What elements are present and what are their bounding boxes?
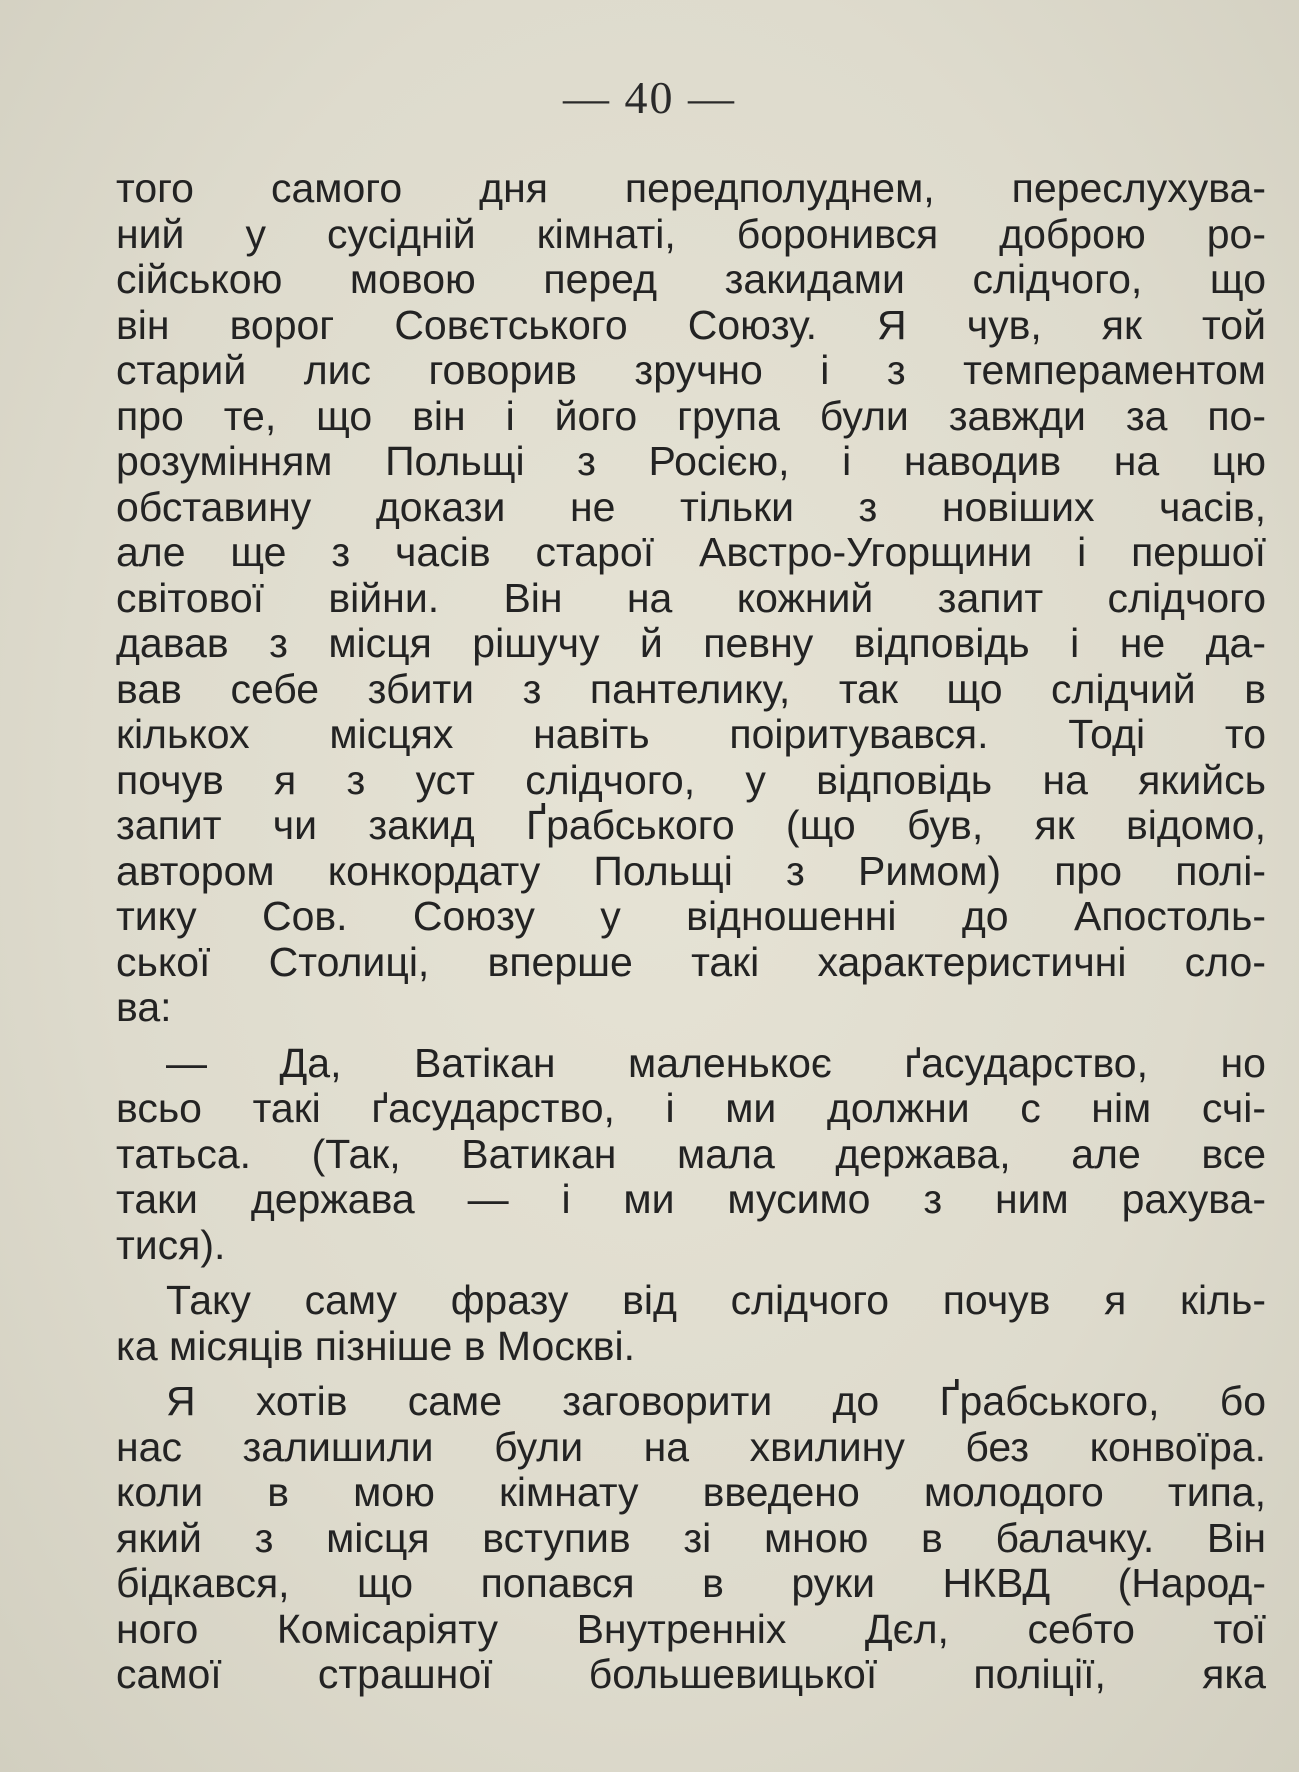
text-line: того самого дня передполуднем, переслухува-	[116, 166, 1266, 211]
paragraph-gap	[116, 1031, 1266, 1041]
text-line: ської Столиці, вперше такі характеристичні сло-	[116, 939, 1266, 985]
text-line: коли в мою кімнату введено молодого типа,	[116, 1470, 1266, 1515]
text-line: про те, що він і його група були завжди за по-	[116, 393, 1266, 439]
text-line: запит чи закид Ґрабського (що був, як відомо,	[116, 803, 1266, 848]
text-line: нас залишили були на хвилину без конвоїра.	[116, 1424, 1266, 1470]
text-line: — Да, Ватікан маленькоє ґасударство, но	[166, 1040, 1266, 1086]
text-line: таки держава — і ми мусимо з ним рахува-	[116, 1177, 1266, 1222]
text-line: почув я з уст слідчого, у відповідь на якийсь	[116, 757, 1266, 803]
text-line: бідкався, що попався в руки НКВД (Народ-	[116, 1561, 1266, 1606]
text-line: вав себе збити з пантелику, так що слідчий в	[116, 666, 1266, 712]
text-line: старий лис говорив зручно і з темпераментом	[116, 348, 1266, 393]
paragraph-gap	[116, 1369, 1266, 1379]
body-text	[116, 166, 1266, 1698]
text-line: кількох місцях навіть поіритувався. Тоді то	[116, 712, 1266, 757]
text-line: Я хотів саме заговорити до Ґрабського, бо	[166, 1379, 1266, 1424]
text-line: сійською мовою перед закидами слідчого, що	[116, 257, 1266, 302]
text-line: давав з місця рішучу й певну відповідь і не да-	[116, 621, 1266, 666]
text-line: він ворог Совєтського Союзу. Я чув, як той	[116, 302, 1266, 348]
text-line: автором конкордату Польщі з Римом) про полі-	[116, 848, 1266, 894]
text-line: обставину докази не тільки з новіших часів,	[116, 484, 1266, 530]
text-line: ва:	[116, 985, 172, 1030]
text-line: Таку саму фразу від слідчого почув я кіль-	[166, 1278, 1266, 1323]
text-line: ного Комісаріяту Внутренніх Дєл, себто тої	[116, 1606, 1266, 1652]
page-number: — 40 —	[563, 72, 736, 123]
paragraph-gap	[116, 1268, 1266, 1278]
text-line: ка місяців пізніше в Москві.	[116, 1323, 636, 1369]
text-line: татьса. (Так, Ватикан мала держава, але все	[116, 1131, 1266, 1177]
text-line: світової війни. Він на кожний запит слідчого	[116, 575, 1266, 621]
text-line: але ще з часів старої Австро-Угорщини і першої	[116, 530, 1266, 575]
text-line: який з місця вступив зі мною в балачку. Він	[116, 1515, 1266, 1561]
text-line: всьо такі ґасударство, і ми должни с нім счі-	[116, 1086, 1266, 1131]
text-line: розумінням Польщі з Росією, і наводив на цю	[116, 439, 1266, 484]
text-line: ний у сусідній кімнаті, боронився доброю ро-	[116, 211, 1266, 257]
text-line: самої страшної большевицької поліції, яка	[116, 1652, 1266, 1697]
text-line: тику Сов. Союзу у відношенні до Апостоль-	[116, 894, 1266, 939]
text-line: тися).	[116, 1222, 226, 1268]
